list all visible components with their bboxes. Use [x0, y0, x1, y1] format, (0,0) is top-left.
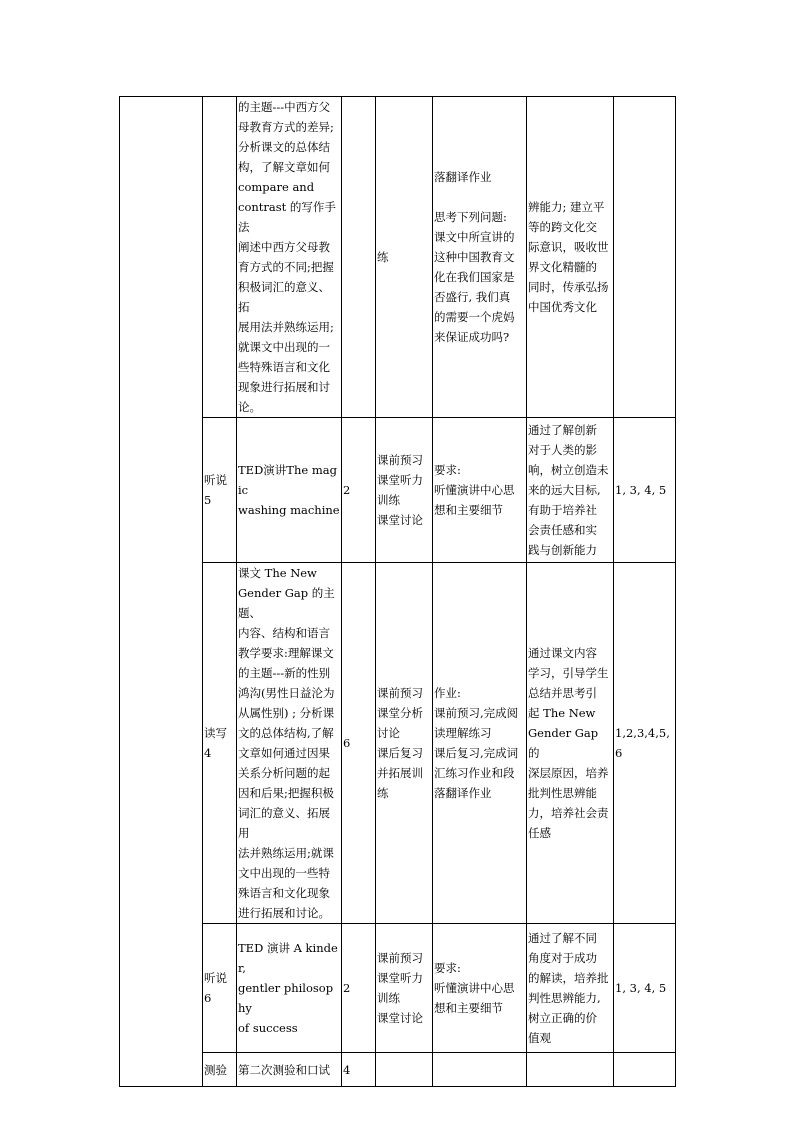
- hours-cell: 4: [342, 1053, 376, 1087]
- goals-cell: [614, 1053, 676, 1087]
- category-cell: 读写 4: [203, 563, 237, 924]
- method-cell: 练: [376, 97, 433, 418]
- category-cell: 测验: [203, 1053, 237, 1087]
- hours-cell: [342, 97, 376, 418]
- ideology-cell: 通过了解创新 对于人类的影 响，树立创造未 来的远大目标, 有助于培养社 会责任感和实 践与创新能力: [527, 418, 614, 563]
- hours-cell: 2: [342, 418, 376, 563]
- content-cell: TED演讲The magic washing machine: [237, 418, 342, 563]
- content-cell: 课文 The New Gender Gap 的主题、 内容、结构和语言 教学要求:理解课文 的主题---新的性别 鸿沟(男性日益沦为 从属性别) ; 分析课 文的总体结构,了解 文章如何通过因果 关系分析问题的起 因和后果;把握积极 词汇的意义、拓展用 法并熟练运用;就课 文中出现的一些特 殊语言和文化现象 进行拓展和讨论。: [237, 563, 342, 924]
- goals-cell: 1, 3, 4, 5: [614, 924, 676, 1053]
- ideology-cell: 通过了解不同 角度对于成功 的解读，培养批 判性思辨能力, 树立正确的价 值观: [527, 924, 614, 1053]
- category-cell: 听说 5: [203, 418, 237, 563]
- hours-cell: 2: [342, 924, 376, 1053]
- unit-cell: [120, 97, 203, 1087]
- table-row: [120, 97, 676, 418]
- category-cell: 听说 6: [203, 924, 237, 1053]
- hours-cell: 6: [342, 563, 376, 924]
- method-cell: 课前预习 课堂听力 训练 课堂讨论: [376, 418, 433, 563]
- goals-cell: [614, 97, 676, 418]
- method-cell: 课前预习 课堂听力 训练 课堂讨论: [376, 924, 433, 1053]
- ideology-cell: 辨能力; 建立平 等的跨文化交 际意识，吸收世 界文化精髓的 同时，传承弘扬 中国优秀文化: [527, 97, 614, 418]
- goals-cell: 1, 3, 4, 5: [614, 418, 676, 563]
- content-cell: 的主题---中西方父 母教育方式的差异; 分析课文的总体结 构，了解文章如何 compare and contrast 的写作手法 阐述中西方父母教 育方式的不同;把握 积极词汇的意义、拓 展用法并熟练运用; 就课文中出现的一 些特殊语言和文化 现象进行拓展和讨 论。: [237, 97, 342, 418]
- requirement-cell: 要求: 听懂演讲中心思 想和主要细节: [433, 924, 527, 1053]
- method-cell: [376, 1053, 433, 1087]
- table-row: [120, 1053, 676, 1087]
- method-cell: 课前预习 课堂分析 讨论 课后复习 并拓展训 练: [376, 563, 433, 924]
- content-cell: TED 演讲 A kinder, gentler philosophy of success: [237, 924, 342, 1053]
- requirement-cell: 作业: 课前预习,完成阅 读理解练习 课后复习,完成词 汇练习作业和段 落翻译作业: [433, 563, 527, 924]
- table-row: [120, 924, 676, 1053]
- content-cell: 第二次测验和口试: [237, 1053, 342, 1087]
- requirement-cell: [433, 1053, 527, 1087]
- ideology-cell: [527, 1053, 614, 1087]
- table-row: [120, 418, 676, 563]
- table-row: [120, 563, 676, 924]
- requirement-cell: 要求: 听懂演讲中心思 想和主要细节: [433, 418, 527, 563]
- syllabus-table: [119, 96, 676, 1087]
- requirement-cell: 落翻译作业 思考下列问题: 课文中所宣讲的 这种中国教育文 化在我们国家是 否盛行, 我们真 的需要一个虎妈 来保证成功吗?: [433, 97, 527, 418]
- category-cell: [203, 97, 237, 418]
- goals-cell: 1,2,3,4,5,6: [614, 563, 676, 924]
- ideology-cell: 通过课文内容 学习，引导学生 总结并思考引 起 The New Gender Gap 的 深层原因，培养 批判性思辨能 力，培养社会责 任感: [527, 563, 614, 924]
